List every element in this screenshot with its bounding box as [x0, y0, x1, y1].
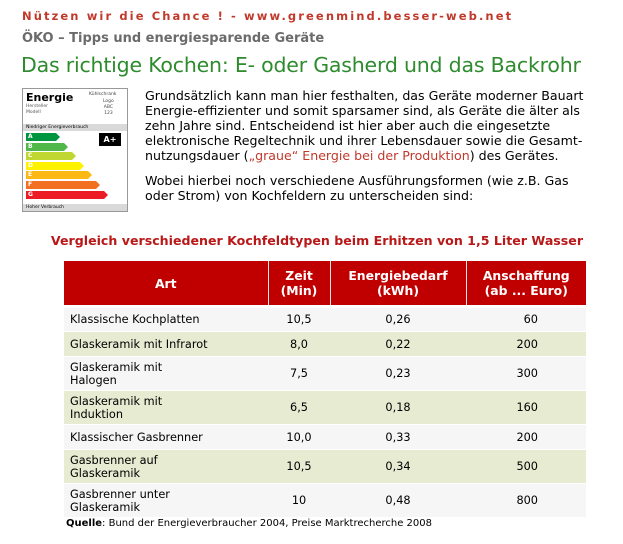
cell-zeit: 10 [268, 484, 330, 518]
energy-rating-badge: A+ [99, 133, 121, 146]
energy-label-model-line: 123 [104, 111, 113, 116]
comparison-table [64, 261, 586, 518]
intro-line: elektronische Regeltechnik und ihrer Lebensdauer sowie die Gesamt- [145, 133, 583, 148]
energy-class-g: G [26, 191, 104, 199]
cell-energie: 0,22 [330, 332, 466, 357]
table-row [64, 484, 586, 518]
art-line1: Gasbrenner unter [70, 487, 170, 501]
header-energie-line1: Energiebedarf [348, 268, 448, 283]
cell-preis: 160 [466, 391, 586, 425]
cell-energie: 0,23 [330, 357, 466, 391]
energy-label-model-line: ABC [103, 105, 114, 110]
header-art: Art [64, 261, 268, 307]
cell-art [64, 391, 268, 425]
cell-art [64, 484, 268, 518]
header-zeit [268, 261, 330, 307]
cell-zeit: 6,5 [268, 391, 330, 425]
intro-line: Energie-effizienter und somit sparsamer sind, als Geräte die älter als [145, 103, 580, 118]
cell-zeit: 10,5 [268, 307, 330, 332]
energy-label-model-line: Logo [103, 99, 114, 104]
cell-art [64, 425, 268, 450]
cell-energie: 0,48 [330, 484, 466, 518]
energy-label-word: Energie [26, 91, 74, 104]
cell-zeit: 8,0 [268, 332, 330, 357]
table-header-row [64, 261, 586, 307]
header-zeit-line1: Zeit [285, 268, 313, 283]
energy-label-sub [26, 104, 48, 116]
energy-class-c: C [26, 152, 72, 160]
art-line2: Halogen [70, 373, 117, 387]
energy-label-brand: Kühlschrank [89, 92, 117, 97]
article-title: Das richtige Kochen: E- oder Gasherd und das Backrohr [21, 53, 581, 77]
table-row [64, 450, 586, 484]
cell-art [64, 357, 268, 391]
cell-preis: 200 [466, 425, 586, 450]
cell-zeit: 10,5 [268, 450, 330, 484]
intro-line [145, 148, 615, 163]
grey-energy-highlight: „graue“ Energie bei der Produktion [248, 148, 470, 163]
cell-energie: 0,26 [330, 307, 466, 332]
header-energie-line2: (kWh) [376, 283, 420, 298]
energy-label-sub-line: Modell [26, 110, 41, 115]
source-label: Quelle [66, 518, 103, 529]
header-anschaffung [466, 261, 586, 307]
art-line1: Gasbrenner auf [70, 453, 158, 467]
cell-preis: 300 [466, 357, 586, 391]
table-row [64, 332, 586, 357]
intro-text-span: nutzungsdauer ( [145, 148, 249, 163]
art-line2: Glaskeramik [70, 466, 141, 480]
energy-class-bars [26, 133, 104, 200]
cell-preis: 200 [466, 332, 586, 357]
energy-class-b: B [26, 143, 64, 151]
table-row [64, 425, 586, 450]
energy-label-bottom-caption: Hoher Verbrauch [23, 204, 127, 211]
table-caption: Vergleich verschiedener Kochfeldtypen beim Erhitzen von 1,5 Liter Wasser [50, 233, 584, 248]
header-energiebedarf [330, 261, 466, 307]
art-line1: Glaskeramik mit Infrarot [70, 337, 208, 351]
table-row [64, 307, 586, 332]
energy-class-e: E [26, 171, 88, 179]
table-row [64, 391, 586, 425]
cell-art [64, 450, 268, 484]
cell-zeit: 7,5 [268, 357, 330, 391]
header-zeit-line2: (Min) [280, 283, 318, 298]
header-anschaffung-line2: (ab ... Euro) [484, 283, 568, 298]
energy-label-sub-line: Hersteller [26, 104, 48, 109]
intro-line: Grundsätzlich kann man hier festhalten, das Geräte moderner Bauart [145, 88, 584, 103]
art-line1: Glaskeramik mit [70, 394, 163, 408]
energy-class-f: F [26, 181, 96, 189]
intro-text-span: ) des Gerätes. [469, 148, 559, 163]
cell-zeit: 10,0 [268, 425, 330, 450]
source-note [66, 518, 432, 529]
energy-label-top-caption: Niedriger Energieverbrauch [23, 124, 127, 131]
art-line1: Klassische Kochplatten [70, 313, 200, 326]
energy-class-a: A [26, 133, 56, 141]
energy-label-image [22, 88, 128, 212]
cell-preis: 500 [466, 450, 586, 484]
cell-preis: 800 [466, 484, 586, 518]
cell-energie: 0,33 [330, 425, 466, 450]
intro-text [145, 88, 615, 203]
intro-line: zehn Jahre sind. Entscheidend ist hier aber auch die eingesetzte [145, 118, 551, 133]
art-line1: Klassischer Gasbrenner [70, 430, 203, 444]
energy-label-model [103, 99, 114, 117]
energy-class-d: D [26, 162, 80, 170]
intro-line: Wobei hierbei noch verschiedene Ausführungsformen (wie z.B. Gas [145, 173, 569, 188]
cell-art [64, 307, 268, 332]
site-banner: Nützen wir die Chance ! - www.greenmind.besser-web.net [22, 9, 514, 23]
table-row [64, 357, 586, 391]
source-text: : Bund der Energieverbraucher 2004, Preise Marktrecherche 2008 [102, 518, 432, 529]
cell-energie: 0,18 [330, 391, 466, 425]
section-heading: ÖKO – Tipps und energiesparende Geräte [22, 31, 325, 46]
cell-preis: 60 [466, 307, 586, 332]
art-line2: Glaskeramik [70, 500, 141, 514]
art-line1: Glaskeramik mit [70, 360, 163, 374]
intro-line: oder Strom) von Kochfeldern zu unterscheiden sind: [145, 188, 474, 203]
header-anschaffung-line1: Anschaffung [482, 268, 570, 283]
cell-art [64, 332, 268, 357]
cell-energie: 0,34 [330, 450, 466, 484]
art-line2: Induktion [70, 407, 124, 421]
